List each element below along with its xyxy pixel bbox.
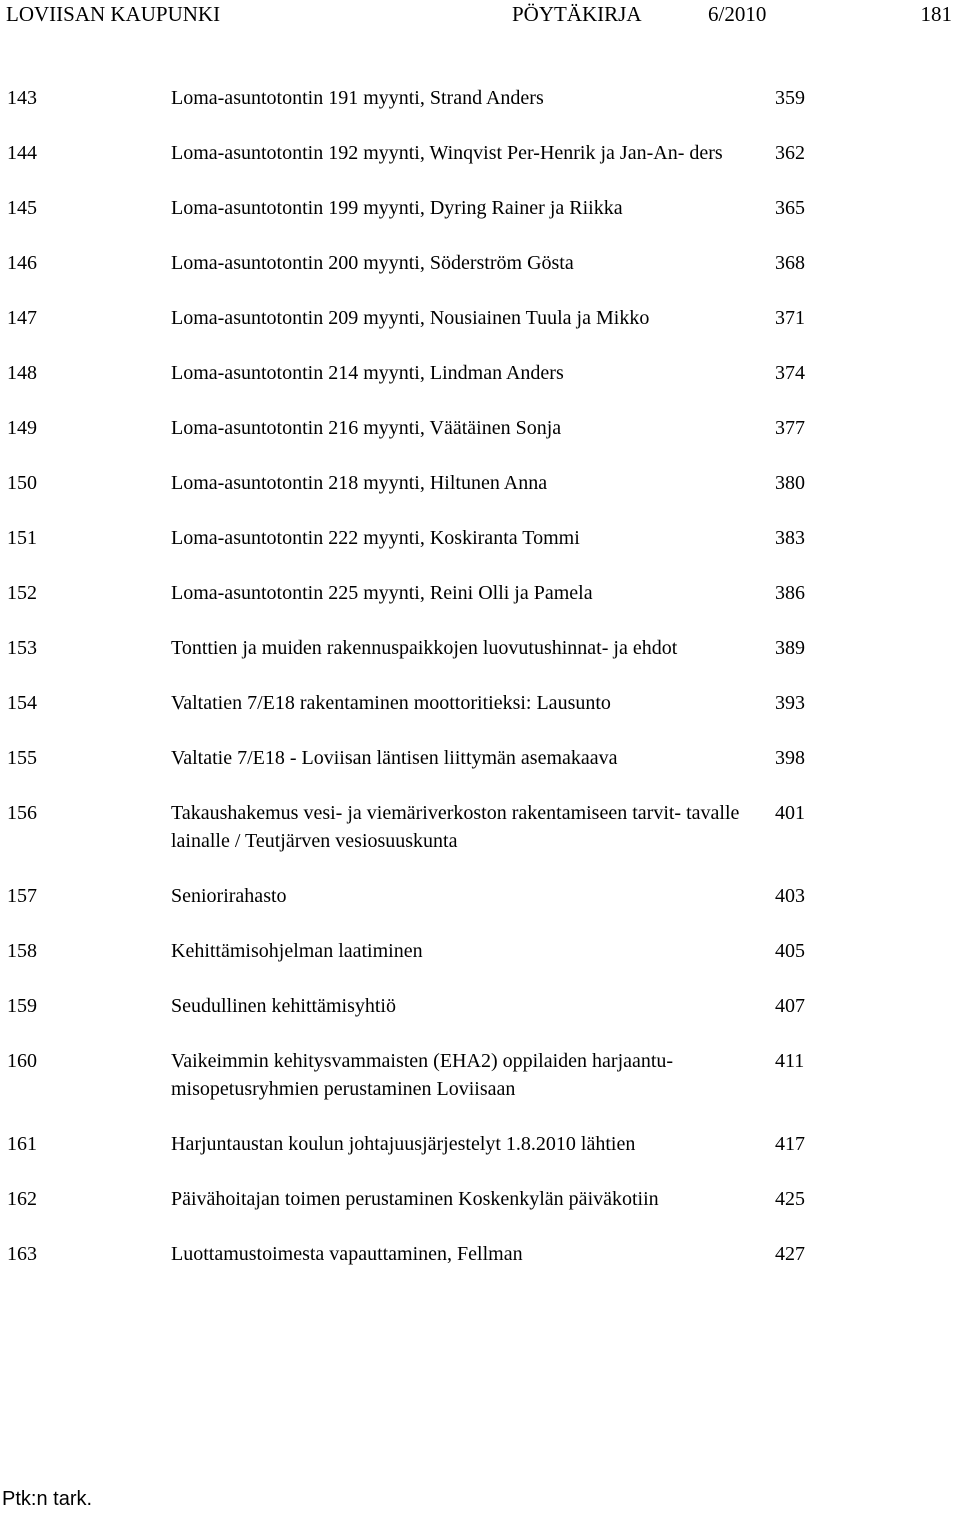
item-page: 365 xyxy=(775,197,805,219)
item-title: Harjuntaustan koulun johtajuusjärjestelyt 1.8.2010 lähtien xyxy=(171,1133,636,1155)
toc-row xyxy=(0,249,960,277)
item-page: 362 xyxy=(775,142,805,164)
toc-row xyxy=(0,634,960,662)
item-title: Loma-asuntotontin 218 myynti, Hiltunen Anna xyxy=(171,472,548,494)
item-title: Loma-asuntotontin 214 myynti, Lindman Anders xyxy=(171,362,564,384)
item-number: 158 xyxy=(7,940,37,962)
item-page: 383 xyxy=(775,527,805,549)
item-page: 371 xyxy=(775,307,805,329)
item-page: 393 xyxy=(775,692,805,714)
item-title: Loma-asuntotontin 191 myynti, Strand Anders xyxy=(171,87,544,109)
item-number: 154 xyxy=(7,692,37,714)
item-number: 149 xyxy=(7,417,37,439)
toc-row xyxy=(0,139,960,167)
item-page: 401 xyxy=(775,802,805,824)
organization-name: LOVIISAN KAUPUNKI xyxy=(6,2,221,26)
toc-row xyxy=(0,579,960,607)
item-page: 425 xyxy=(775,1188,805,1210)
toc-row xyxy=(0,744,960,772)
item-page: 405 xyxy=(775,940,805,962)
footer-initials-label: Ptk:n tark. xyxy=(2,1488,93,1510)
item-title: Päivähoitajan toimen perustaminen Koskenkylän päiväkotiin xyxy=(171,1188,659,1210)
item-page: 417 xyxy=(775,1133,805,1155)
item-title: Tonttien ja muiden rakennuspaikkojen luovutushinnat- ja ehdot xyxy=(171,637,678,659)
item-number: 146 xyxy=(7,252,37,274)
item-title: Seudullinen kehittämisyhtiö xyxy=(171,995,396,1017)
item-page: 368 xyxy=(775,252,805,274)
item-page: 359 xyxy=(775,87,805,109)
item-number: 147 xyxy=(7,307,37,329)
item-number: 144 xyxy=(7,142,37,164)
item-page: 377 xyxy=(775,417,805,439)
item-title: Loma-asuntotontin 216 myynti, Väätäinen Sonja xyxy=(171,417,562,439)
item-page: 386 xyxy=(775,582,805,604)
item-title: Loma-asuntotontin 200 myynti, Söderström Gösta xyxy=(171,252,574,274)
item-number: 143 xyxy=(7,87,37,109)
toc-row xyxy=(0,84,960,112)
toc-row xyxy=(0,194,960,222)
item-number: 163 xyxy=(7,1243,37,1265)
item-title: Loma-asuntotontin 199 myynti, Dyring Rainer ja Riikka xyxy=(171,197,623,219)
item-number: 151 xyxy=(7,527,37,549)
item-title: Valtatien 7/E18 rakentaminen moottoritieksi: Lausunto xyxy=(171,692,611,714)
item-title: Loma-asuntotontin 209 myynti, Nousiainen Tuula ja Mikko xyxy=(171,307,650,329)
toc-row xyxy=(0,469,960,497)
item-number: 157 xyxy=(7,885,37,907)
toc-row xyxy=(0,1185,960,1213)
toc-row xyxy=(0,414,960,442)
item-number: 156 xyxy=(7,802,37,824)
item-number: 153 xyxy=(7,637,37,659)
toc-row xyxy=(0,799,960,855)
toc-row xyxy=(0,1047,960,1103)
item-title: Valtatie 7/E18 - Loviisan läntisen liittymän asemakaava xyxy=(171,747,618,769)
item-number: 161 xyxy=(7,1133,37,1155)
page-header xyxy=(0,0,960,30)
item-page: 398 xyxy=(775,747,805,769)
item-title: Loma-asuntotontin 222 myynti, Koskiranta Tommi xyxy=(171,527,580,549)
page-number: 181 xyxy=(920,2,952,26)
toc-row xyxy=(0,359,960,387)
toc-row xyxy=(0,992,960,1020)
item-page: 411 xyxy=(775,1050,805,1072)
document-type: PÖYTÄKIRJA xyxy=(512,2,642,26)
item-title: Loma-asuntotontin 192 myynti, Winqvist Per-Henrik ja Jan-An- ders xyxy=(171,142,723,164)
item-number: 160 xyxy=(7,1050,37,1072)
item-title: Kehittämisohjelman laatiminen xyxy=(171,940,423,962)
item-number: 159 xyxy=(7,995,37,1017)
item-title: Vaikeimmin kehitysvammaisten (EHA2) oppilaiden harjaantu- misopetusryhmien perustaminen Loviisaan xyxy=(171,1050,674,1100)
item-page: 427 xyxy=(775,1243,805,1265)
item-title: Luottamustoimesta vapauttaminen, Fellman xyxy=(171,1243,523,1265)
toc-row xyxy=(0,882,960,910)
item-page: 380 xyxy=(775,472,805,494)
toc-row xyxy=(0,304,960,332)
toc-row xyxy=(0,937,960,965)
item-title: Takaushakemus vesi- ja viemäriverkoston rakentamiseen tarvit- tavalle lainalle / Teutjärven vesiosuuskunta xyxy=(171,802,740,852)
toc-row xyxy=(0,1130,960,1158)
item-number: 150 xyxy=(7,472,37,494)
table-of-contents xyxy=(0,84,960,1295)
item-number: 145 xyxy=(7,197,37,219)
item-page: 403 xyxy=(775,885,805,907)
item-number: 162 xyxy=(7,1188,37,1210)
item-page: 407 xyxy=(775,995,805,1017)
item-number: 155 xyxy=(7,747,37,769)
item-number: 152 xyxy=(7,582,37,604)
toc-row xyxy=(0,1240,960,1268)
item-title: Seniorirahasto xyxy=(171,885,287,907)
item-page: 389 xyxy=(775,637,805,659)
toc-row xyxy=(0,689,960,717)
item-page: 374 xyxy=(775,362,805,384)
toc-row xyxy=(0,524,960,552)
item-title: Loma-asuntotontin 225 myynti, Reini Olli ja Pamela xyxy=(171,582,593,604)
meeting-number: 6/2010 xyxy=(708,2,767,26)
item-number: 148 xyxy=(7,362,37,384)
